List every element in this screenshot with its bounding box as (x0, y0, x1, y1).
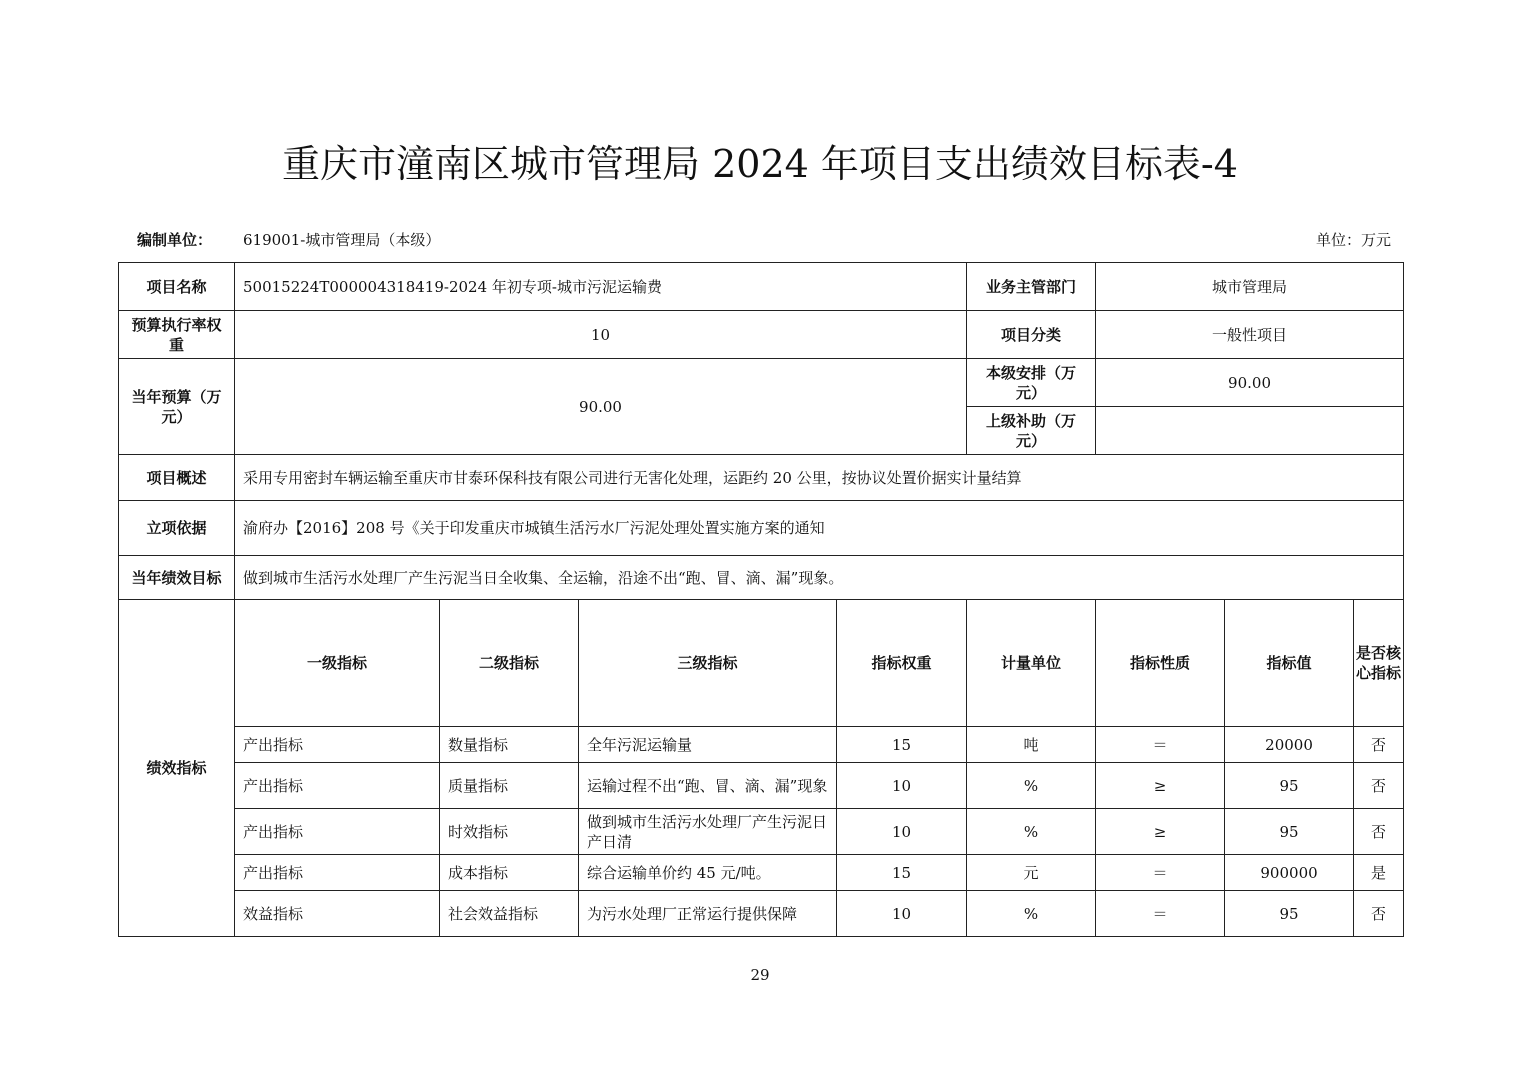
header-l1: 一级指标 (235, 600, 440, 727)
header-l2: 二级指标 (440, 600, 579, 727)
indicator-unit: % (967, 809, 1096, 855)
perf-label: 绩效指标 (119, 600, 235, 937)
compiling-unit-label: 编制单位： (137, 231, 213, 249)
indicator-unit: % (967, 763, 1096, 809)
project-name-label: 项目名称 (119, 263, 235, 311)
indicator-core: 否 (1354, 763, 1404, 809)
header-value: 指标值 (1225, 600, 1354, 727)
goal-label: 当年绩效目标 (119, 556, 235, 600)
header-weight: 指标权重 (837, 600, 967, 727)
category-value: 一般性项目 (1096, 311, 1404, 359)
header-core: 是否核心指标 (1354, 600, 1404, 727)
category-label: 项目分类 (967, 311, 1096, 359)
indicator-core: 否 (1354, 891, 1404, 937)
indicator-weight: 10 (837, 891, 967, 937)
table-row (119, 763, 1404, 809)
dept-value: 城市管理局 (1096, 263, 1404, 311)
indicator-core: 否 (1354, 809, 1404, 855)
indicator-l3: 做到城市生活污水处理厂产生污泥日产日清 (579, 809, 837, 855)
indicator-nature: ＝ (1096, 855, 1225, 891)
upper-subsidy-label: 上级补助（万元） (967, 407, 1096, 455)
page-number: 29 (750, 966, 770, 984)
indicator-nature: ＝ (1096, 727, 1225, 763)
indicator-l3: 综合运输单价约 45 元/吨。 (579, 855, 837, 891)
indicator-weight: 10 (837, 809, 967, 855)
indicator-l1: 效益指标 (235, 891, 440, 937)
indicator-l3: 为污水处理厂正常运行提供保障 (579, 891, 837, 937)
indicator-l2: 成本指标 (440, 855, 579, 891)
weight-value: 10 (235, 311, 967, 359)
indicator-weight: 15 (837, 855, 967, 891)
indicator-nature: ≥ (1096, 763, 1225, 809)
indicator-unit: % (967, 891, 1096, 937)
local-budget-label: 本级安排（万元） (967, 359, 1096, 407)
indicator-value: 95 (1225, 891, 1354, 937)
indicator-l3: 运输过程不出“跑、冒、滴、漏”现象 (579, 763, 837, 809)
indicator-l2: 时效指标 (440, 809, 579, 855)
summary-label: 项目概述 (119, 455, 235, 501)
indicator-core: 否 (1354, 727, 1404, 763)
indicator-value: 95 (1225, 763, 1354, 809)
indicator-unit: 吨 (967, 727, 1096, 763)
table-row (119, 727, 1404, 763)
budget-label: 当年预算（万元） (119, 359, 235, 455)
table-row (119, 809, 1404, 855)
dept-label: 业务主管部门 (967, 263, 1096, 311)
basis-label: 立项依据 (119, 501, 235, 556)
indicator-weight: 15 (837, 727, 967, 763)
table-row (119, 891, 1404, 937)
indicator-l2: 社会效益指标 (440, 891, 579, 937)
basis-value: 渝府办【2016】208 号《关于印发重庆市城镇生活污水厂污泥处理处置实施方案的通知 (235, 501, 1404, 556)
local-budget-value: 90.00 (1096, 359, 1404, 407)
budget-value: 90.00 (235, 359, 967, 455)
indicator-l1: 产出指标 (235, 809, 440, 855)
indicator-l3: 全年污泥运输量 (579, 727, 837, 763)
weight-label: 预算执行率权重 (119, 311, 235, 359)
compiling-unit-value: 619001-城市管理局（本级） (243, 231, 441, 249)
header-nature: 指标性质 (1096, 600, 1225, 727)
header-unit: 计量单位 (967, 600, 1096, 727)
header-l3: 三级指标 (579, 600, 837, 727)
indicator-nature: ＝ (1096, 891, 1225, 937)
indicator-weight: 10 (837, 763, 967, 809)
indicator-nature: ≥ (1096, 809, 1225, 855)
page-title: 重庆市潼南区城市管理局 2024 年项目支出绩效目标表-4 (282, 142, 1238, 186)
summary-value: 采用专用密封车辆运输至重庆市甘泰环保科技有限公司进行无害化处理，运距约 20 公里，按协议处置价据实计量结算 (235, 455, 1404, 501)
indicator-l1: 产出指标 (235, 727, 440, 763)
performance-table (118, 262, 1404, 937)
indicator-unit: 元 (967, 855, 1096, 891)
compiling-unit (137, 229, 441, 250)
goal-value: 做到城市生活污水处理厂产生污泥当日全收集、全运输，沿途不出“跑、冒、滴、漏”现象。 (235, 556, 1404, 600)
indicator-core: 是 (1354, 855, 1404, 891)
indicator-value: 20000 (1225, 727, 1354, 763)
indicator-value: 900000 (1225, 855, 1354, 891)
table-row (119, 855, 1404, 891)
indicator-l1: 产出指标 (235, 855, 440, 891)
indicator-l1: 产出指标 (235, 763, 440, 809)
project-name-value: 50015224T000004318419-2024 年初专项-城市污泥运输费 (235, 263, 967, 311)
currency-unit: 单位：万元 (1315, 231, 1391, 249)
indicator-l2: 质量指标 (440, 763, 579, 809)
indicator-value: 95 (1225, 809, 1354, 855)
upper-subsidy-value (1096, 407, 1404, 455)
indicator-l2: 数量指标 (440, 727, 579, 763)
